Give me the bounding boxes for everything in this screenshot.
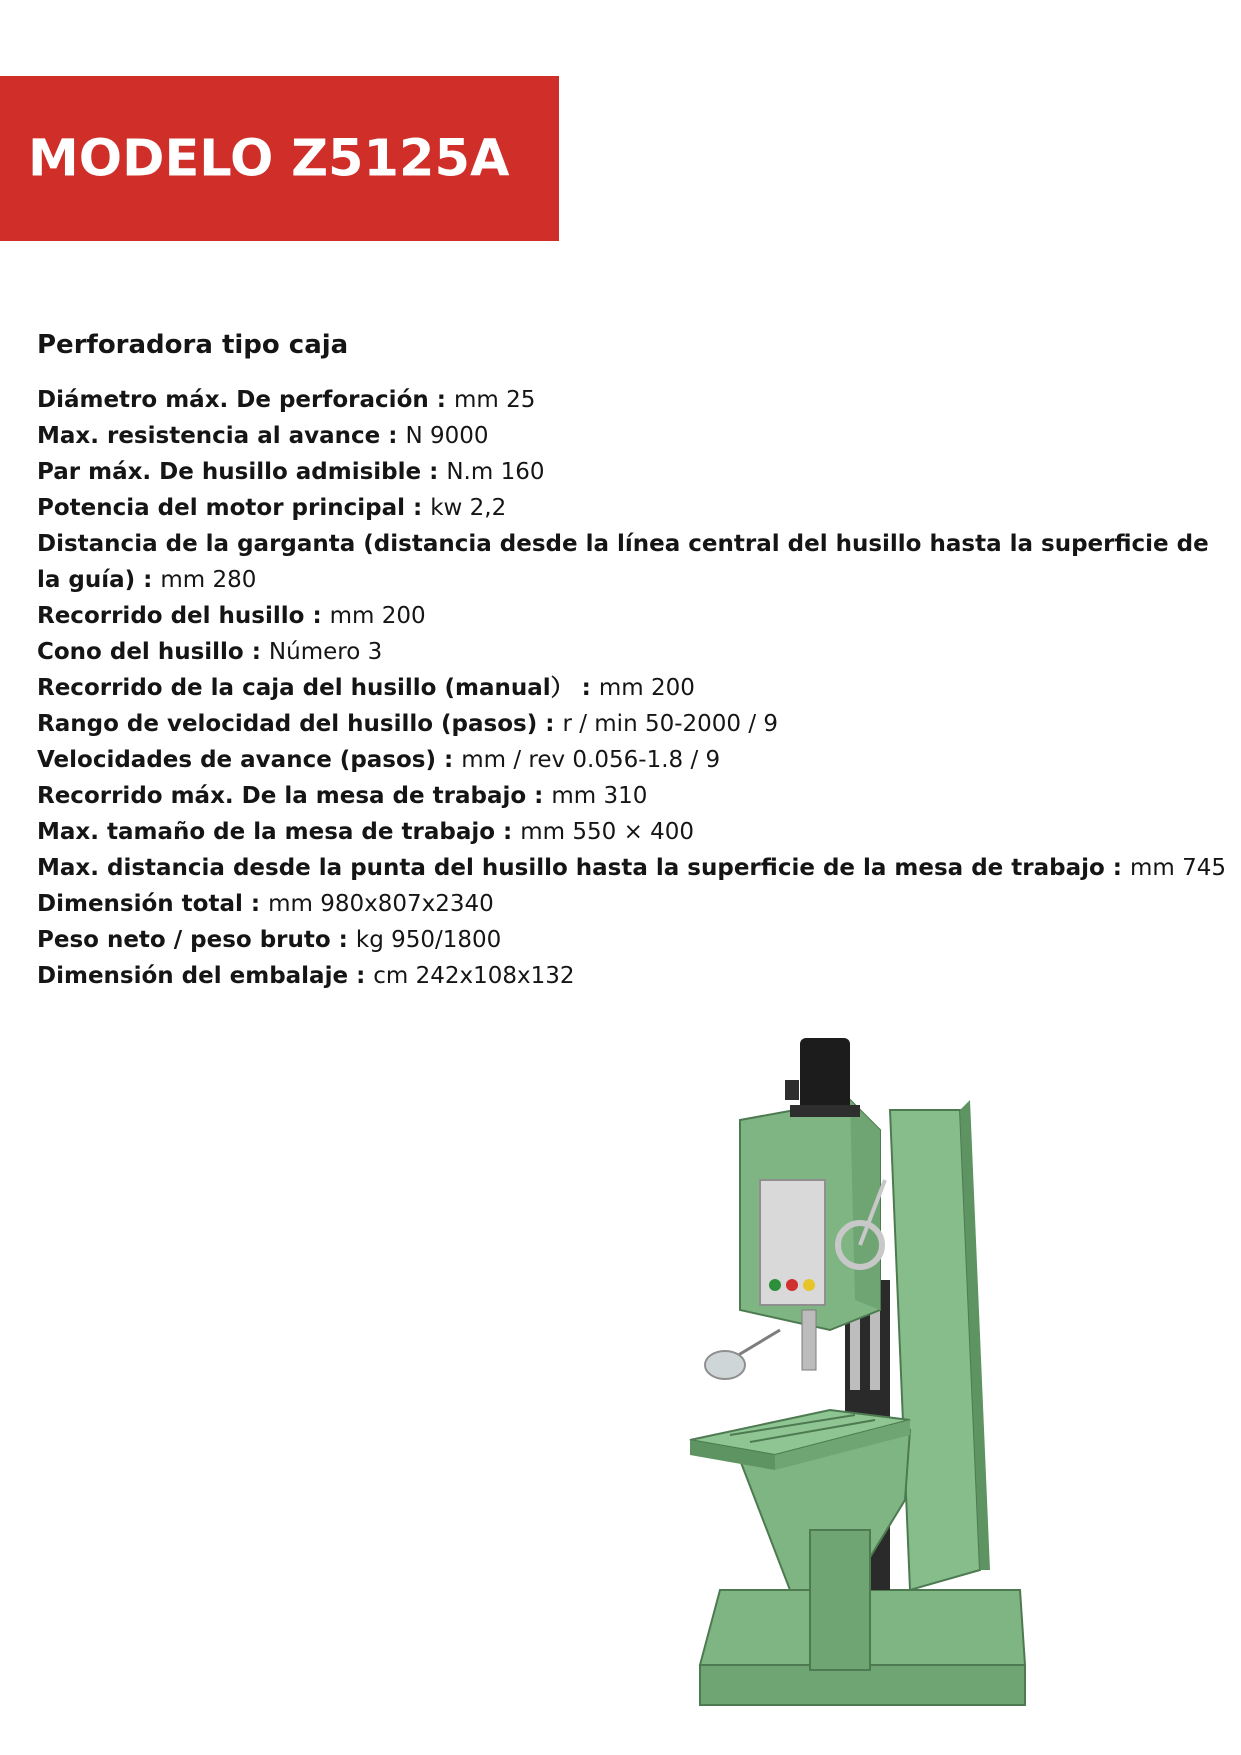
spec-value: N.m 160 (446, 459, 545, 485)
spec-item (37, 670, 1237, 706)
spec-value: cm 242x108x132 (373, 963, 575, 989)
spec-value: N 9000 (405, 423, 489, 449)
spec-item (37, 778, 1237, 814)
model-title: MODELO Z5125A (28, 129, 510, 188)
spec-value: mm 200 (598, 675, 695, 701)
spec-item (37, 418, 1237, 454)
spec-value: mm 200 (329, 603, 426, 629)
spec-item (37, 382, 1237, 418)
spec-value: r / min 50-2000 / 9 (562, 711, 779, 737)
spec-label: Dimensión total : (37, 891, 269, 917)
spec-label: Recorrido del husillo : (37, 603, 330, 629)
spec-value: Número 3 (268, 639, 383, 665)
spec-item (37, 850, 1237, 886)
spec-value: kg 950/1800 (355, 927, 502, 953)
spec-item (37, 958, 1237, 994)
spec-value: kw 2,2 (430, 495, 507, 521)
spec-item (37, 490, 1237, 526)
model-banner (0, 76, 559, 241)
spec-value: mm 280 (160, 567, 257, 593)
spec-label: Dimensión del embalaje : (37, 963, 374, 989)
spec-item (37, 814, 1237, 850)
spec-label: Cono del husillo : (37, 639, 269, 665)
spec-item (37, 526, 1237, 598)
spec-label: Max. tamaño de la mesa de trabajo : (37, 819, 521, 845)
spec-item (37, 886, 1237, 922)
spec-label: Recorrido máx. De la mesa de trabajo : (37, 783, 552, 809)
spec-label: Rango de velocidad del husillo (pasos) : (37, 711, 563, 737)
box-drill-press-icon (680, 1030, 1040, 1720)
product-subtitle: Perforadora tipo caja (37, 330, 349, 360)
spec-item (37, 706, 1237, 742)
spec-item (37, 454, 1237, 490)
spec-label: Max. resistencia al avance : (37, 423, 406, 449)
spec-label: Recorrido de la caja del husillo (manual） : (37, 675, 599, 701)
spec-label: Potencia del motor principal : (37, 495, 431, 521)
spec-value: mm 980x807x2340 (268, 891, 494, 917)
spec-value: mm / rev 0.056-1.8 / 9 (461, 747, 721, 773)
spec-list (37, 382, 1237, 994)
spec-value: mm 745 (1130, 855, 1227, 881)
spec-item (37, 634, 1237, 670)
spec-item (37, 742, 1237, 778)
spec-label: Distancia de la garganta (distancia desde la línea central del husillo hasta la superficie de la guía) : (37, 531, 1209, 593)
spec-label: Velocidades de avance (pasos) : (37, 747, 462, 773)
spec-value: mm 25 (453, 387, 536, 413)
spec-value: mm 310 (551, 783, 648, 809)
spec-item (37, 922, 1237, 958)
spec-label: Peso neto / peso bruto : (37, 927, 356, 953)
spec-label: Diámetro máx. De perforación : (37, 387, 454, 413)
spec-value: mm 550 × 400 (520, 819, 695, 845)
spec-item (37, 598, 1237, 634)
spec-label: Par máx. De husillo admisible : (37, 459, 447, 485)
spec-label: Max. distancia desde la punta del husillo hasta la superficie de la mesa de trabajo : (37, 855, 1131, 881)
